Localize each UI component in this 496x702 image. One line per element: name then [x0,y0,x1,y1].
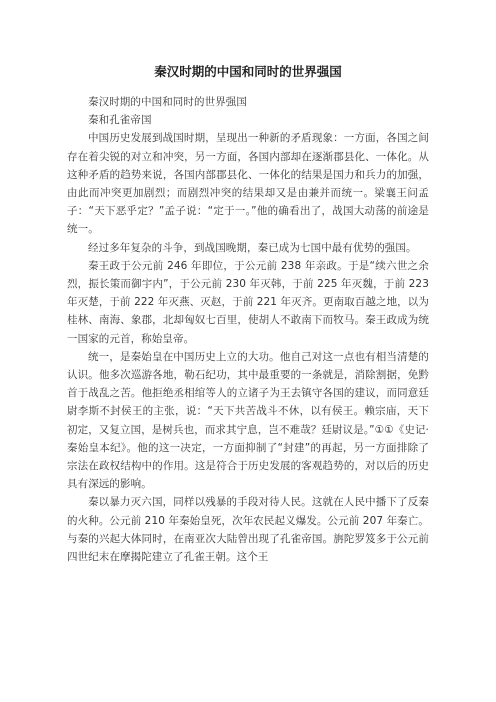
paragraph: 秦汉时期的中国和同时的世界强国 [88,96,247,108]
document-title: 秦汉时期的中国和同时的世界强国 [154,64,342,79]
paragraph: 中国历史发展到战国时期，呈现出一种新的矛盾现象：一方面，各国之间存在着尖锐的对立和冲突，另一方面，各国内部却在逐渐郡县化、一体化。从这种矛盾的趋势来说，各国内部郡县化、一体化的结果是国力和兵力的加强，由此而冲突更加剧烈；而剧烈冲突的结果却又是由兼并而统一。梁襄王问孟子：“天下恶乎定？”孟子说：“定于一。”他的确看出了，战国大动荡的前途是统一。 [67,132,429,236]
paragraph: 秦和孔雀帝国 [88,114,152,127]
document-body [67,93,429,566]
paragraph: 经过多年复杂的斗争，到战国晚期，秦已成为七国中最有优势的强国。 [88,241,417,254]
paragraph: 秦王政于公元前 246 年即位，于公元前 238 年亲政。于是“续六世之余烈，振长策而御宇内”，于公元前 230 年灭韩，于前 225 年灭魏，于前 223 年灭楚，于前 222 年灭燕、灭赵，于前 221 年灭齐。更南取百越之地，以为桂林、南海、象郡，北却匈奴七百里，使胡人不敢南下而牧马。秦王政成为统一国家的元首，称始皇帝。 [67,259,429,345]
paragraph: 统一，是秦始皇在中国历史上立的大功。他自己对这一点也有相当清楚的认识。他多次巡游各地，勒石纪功，其中最重要的一条就是，消除割据，免黔首于战乱之苦。他拒绝丞相绾等人的立诸子为王去镇守各国的建议，而同意廷尉李斯不封侯王的主张，说：“天下共苦战斗不休，以有侯王。赖宗庙，天下初定，又复立国，是树兵也，而求其宁息，岂不难哉？廷尉议是。”①①《史记·秦始皇本纪》。他的这一决定，一方面抑制了“封建”的再起，另一方面排除了宗法在政权结构中的作用。这是符合于历史发展的客观趋势的，对以后的历史具有深远的影响。 [67,350,429,491]
paragraph: 秦以暴力灭六国，同样以残暴的手段对待人民。这就在人民中播下了反秦的火种。公元前 210 年秦始皇死，次年农民起义爆发。公元前 207 年秦亡。与秦的兴起大体同时，在南亚次大陆曾出现了孔雀帝国。旃陀罗笈多于公元前四世纪末在摩揭陀建立了孔雀王朝。这个王 [67,496,429,564]
